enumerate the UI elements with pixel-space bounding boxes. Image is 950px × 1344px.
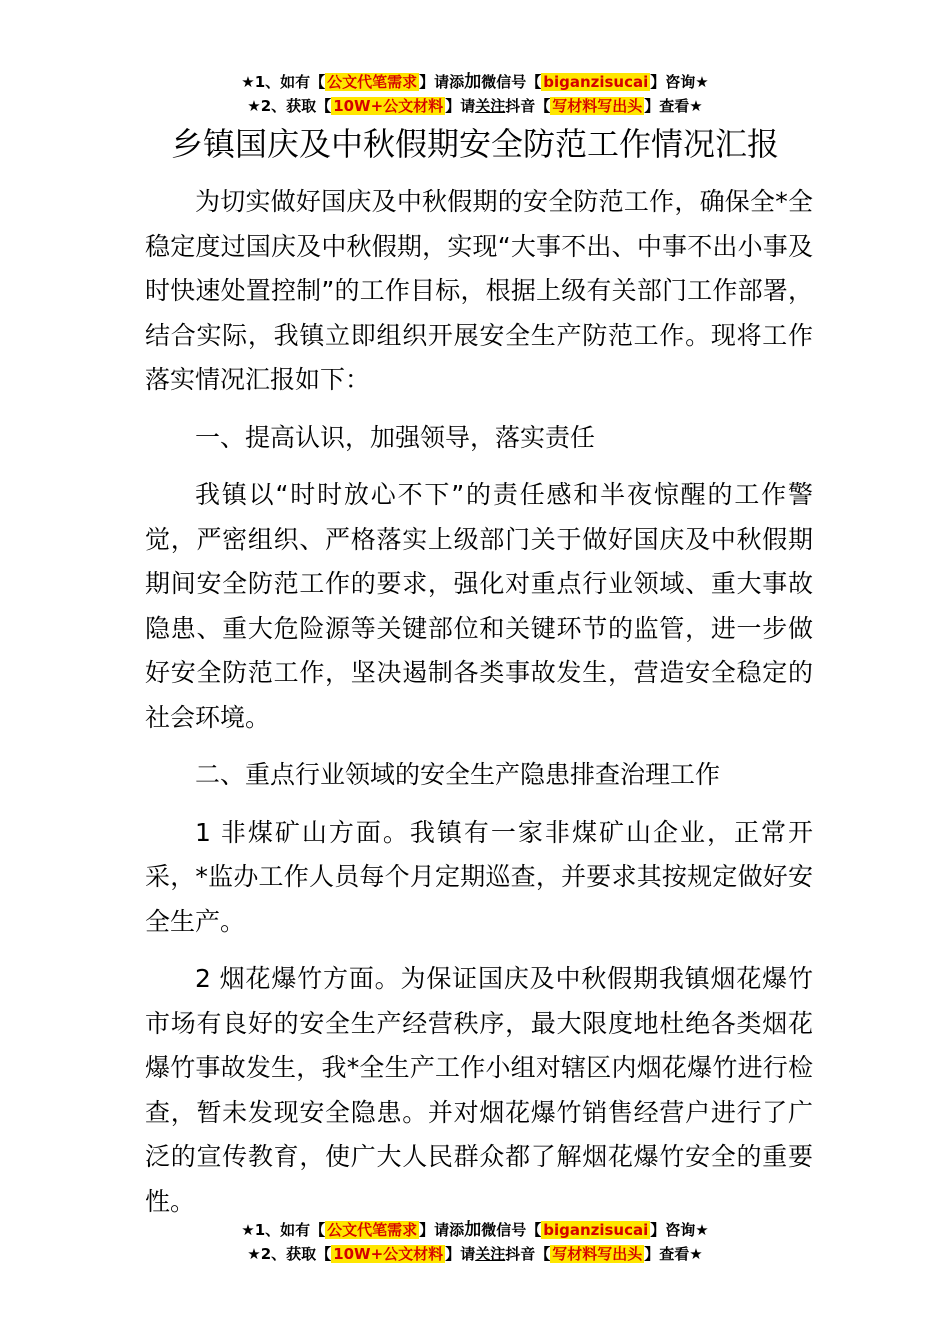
- banner-text: 微信号【: [481, 1221, 542, 1239]
- paragraph-intro: 为切实做好国庆及中秋假期的安全防范工作，确保全*全稳定度过国庆及中秋假期，实现“大事不出、中事不出小事及时快速处置控制”的工作目标，根据上级有关部门工作部署，结合实际，我镇立即组织开展安全生产防范工作。现将工作落实情况汇报如下：: [145, 187, 813, 394]
- banner-text: ★2、获取【: [247, 97, 332, 115]
- paragraph-section-1: 我镇以“时时放心不下”的责任感和半夜惊醒的工作警觉，严密组织、严格落实上级部门关于做好国庆及中秋假期期间安全防范工作的要求，强化对重点行业领域、重大事故隐患、重大危险源等关键部位和关键环节的监管，进一步做好安全防范工作，坚决遏制各类事故发生，营造安全稳定的社会环境。: [145, 480, 813, 732]
- banner-douyin-id: 写材料写出头: [552, 97, 643, 115]
- section-heading-1: 一、提高认识，加强领导，落实责任: [195, 422, 596, 452]
- banner-highlight: 公文代笔需求: [327, 1221, 418, 1239]
- paragraph-fireworks: 2 烟花爆竹方面。为保证国庆及中秋假期我镇烟花爆竹市场有良好的安全生产经营秩序，最大限度地杜绝各类烟花爆竹事故发生，我*全生产工作小组对辖区内烟花爆竹进行检查，暂未发现安全隐患。并对烟花爆竹销售经营户进行了广泛的宣传教育，使广大人民群众都了解烟花爆竹安全的重要性。: [145, 964, 813, 1216]
- banner-text: ★1、如有【: [241, 73, 326, 91]
- banner-highlight: 公文代笔需求: [327, 73, 418, 91]
- banner-emphasis: 关注: [475, 97, 506, 115]
- banner-text: 抖音【: [505, 1245, 551, 1263]
- paragraph-non-coal-mine: 1 非煤矿山方面。我镇有一家非煤矿山企业，正常开采，*监办工作人员每个月定期巡查，并要求其按规定做好安全生产。: [145, 817, 813, 936]
- footer-banner: [0, 1218, 950, 1266]
- banner-highlight: 10W+公文材料: [333, 1245, 444, 1263]
- header-banner: [0, 70, 950, 118]
- banner-text: 】查看★: [644, 1245, 703, 1263]
- banner-emphasis: 加: [464, 72, 482, 92]
- banner-text: ★1、如有【: [241, 1221, 326, 1239]
- banner-text: 】查看★: [644, 97, 703, 115]
- banner-line-2: [0, 1242, 950, 1266]
- banner-text: 】咨询★: [650, 73, 709, 91]
- banner-wechat-id: biganzisucai: [543, 73, 649, 91]
- banner-highlight: 10W+公文材料: [333, 97, 444, 115]
- document-body: [145, 180, 813, 1237]
- banner-text: ★2、获取【: [247, 1245, 332, 1263]
- banner-text: 】请添: [419, 73, 465, 91]
- banner-text: 】咨询★: [650, 1221, 709, 1239]
- banner-text: 】请添: [419, 1221, 465, 1239]
- banner-text: 】请: [445, 97, 476, 115]
- document-title: 乡镇国庆及中秋假期安全防范工作情况汇报: [170, 125, 779, 163]
- banner-emphasis: 关注: [475, 1245, 506, 1263]
- banner-emphasis: 加: [464, 1220, 482, 1240]
- banner-text: 微信号【: [481, 73, 542, 91]
- banner-text: 抖音【: [505, 97, 551, 115]
- banner-text: 】请: [445, 1245, 476, 1263]
- banner-douyin-id: 写材料写出头: [552, 1245, 643, 1263]
- banner-line-2: [0, 94, 950, 118]
- banner-line-1: [0, 70, 950, 94]
- section-heading-2: 二、重点行业领域的安全生产隐患排查治理工作: [195, 760, 721, 789]
- banner-line-1: [0, 1218, 950, 1242]
- banner-wechat-id: biganzisucai: [543, 1221, 649, 1239]
